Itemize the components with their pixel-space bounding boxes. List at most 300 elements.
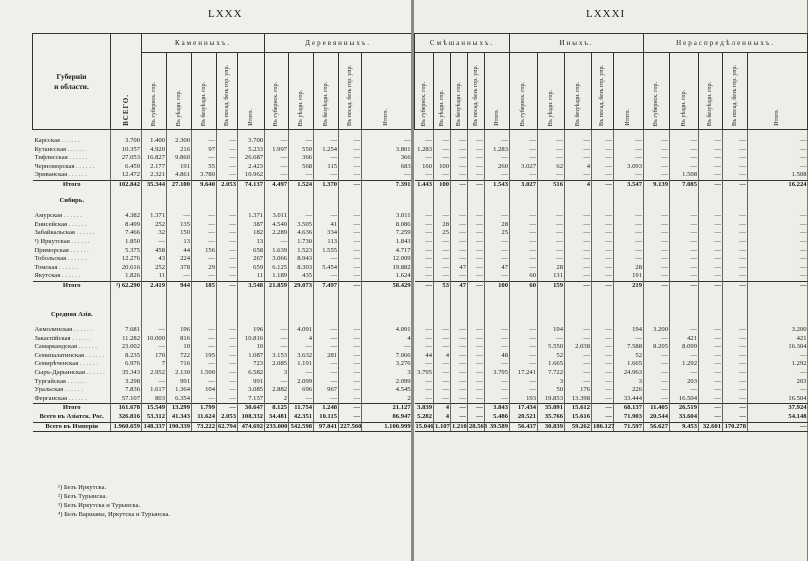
- row-label: Тобольская . . .: [33, 255, 111, 264]
- table-cell: —: [485, 272, 510, 281]
- table-cell: 59.262: [565, 422, 592, 432]
- table-cell: 2.053: [217, 413, 238, 422]
- table-cell: —: [217, 335, 238, 344]
- table-row: [415, 281, 808, 290]
- table-cell: —: [314, 360, 339, 369]
- table-cell: —: [510, 326, 538, 335]
- table-cell: —: [217, 229, 238, 238]
- table-cell: —: [699, 369, 723, 378]
- table-row: [415, 404, 808, 413]
- table-cell: —: [699, 163, 723, 172]
- table-cell: —: [217, 360, 238, 369]
- table-cell: 156: [192, 247, 217, 256]
- table-cell: —: [723, 264, 748, 273]
- table-row: [33, 360, 412, 369]
- table-cell: —: [699, 343, 723, 352]
- table-cell: —: [748, 163, 808, 172]
- table-cell: —: [699, 154, 723, 163]
- table-cell: 13: [167, 238, 192, 247]
- table-cell: 16.827: [142, 154, 167, 163]
- table-cell: 3.547: [614, 180, 644, 189]
- table-row: [33, 311, 412, 320]
- table-cell: —: [451, 404, 468, 413]
- table-cell: 25: [434, 229, 451, 238]
- table-cell: —: [451, 137, 468, 146]
- table-cell: 13.299: [167, 404, 192, 413]
- statistics-table-right: [414, 33, 808, 432]
- column-header: Въ посад. безъ гор. упр.: [339, 53, 362, 130]
- table-cell: —: [510, 238, 538, 247]
- table-cell: —: [565, 326, 592, 335]
- table-cell: 4: [565, 180, 592, 189]
- table-cell: —: [192, 255, 217, 264]
- table-cell: 5.233: [238, 146, 265, 155]
- table-cell: —: [644, 395, 670, 404]
- table-cell: —: [289, 137, 314, 146]
- table-cell: 3.839: [415, 404, 434, 413]
- table-cell: 9.640: [192, 180, 217, 189]
- table-cell: —: [425, 171, 432, 179]
- table-cell: 8.205: [644, 343, 670, 352]
- row-label: Всего въ Азіатск. Рос.: [39, 413, 104, 421]
- table-cell: 1.292: [670, 360, 699, 369]
- table-cell: —: [451, 343, 468, 352]
- table-cell: —: [434, 378, 451, 387]
- table-cell: —: [644, 272, 670, 281]
- table-row: [415, 255, 808, 264]
- table-cell: —: [217, 352, 238, 361]
- table-cell: 1.850: [111, 238, 142, 247]
- table-cell: —: [314, 212, 339, 221]
- table-cell: —: [167, 272, 192, 281]
- table-cell: —: [339, 264, 362, 273]
- table-cell: 1.400: [142, 137, 167, 146]
- table-cell: 28: [538, 264, 565, 273]
- table-cell: 24.963: [614, 369, 644, 378]
- table-cell: —: [510, 343, 538, 352]
- table-cell: —: [485, 255, 510, 264]
- column-header: Въ уѣздн. гор.: [538, 53, 565, 130]
- table-cell: 47: [485, 264, 510, 273]
- row-label: Тифлисская . . .: [33, 154, 111, 163]
- table-cell: 334: [314, 229, 339, 238]
- table-cell: 196: [238, 326, 265, 335]
- table-cell: —: [339, 343, 362, 352]
- table-cell: —: [748, 221, 808, 230]
- table-cell: 550: [289, 146, 314, 155]
- table-cell: —: [217, 163, 238, 172]
- table-cell: 12.009: [362, 255, 412, 264]
- other-group-header: Иныхъ.: [510, 34, 644, 53]
- table-row: [33, 413, 412, 422]
- table-cell: —: [142, 238, 167, 247]
- table-cell: 1.665: [538, 360, 565, 369]
- table-cell: —: [339, 137, 362, 146]
- table-cell: 3.795: [417, 369, 432, 377]
- table-cell: —: [468, 272, 485, 281]
- table-cell: 28: [614, 264, 644, 273]
- table-cell: 3.200: [644, 326, 670, 335]
- table-cell: 6.976: [111, 360, 142, 369]
- table-cell: 7.722: [538, 369, 565, 378]
- row-label: Тургайская . . .: [33, 378, 111, 387]
- table-cell: 161.678: [111, 404, 142, 413]
- table-cell: 170.278: [723, 422, 748, 432]
- table-cell: —: [217, 221, 238, 230]
- total-header: ВСЕГО.: [111, 34, 142, 130]
- table-cell: —: [314, 272, 339, 281]
- table-row: [415, 291, 808, 311]
- table-cell: —: [670, 352, 699, 361]
- table-cell: —: [485, 137, 510, 146]
- column-header: Въ безуѣздн. гор.: [699, 53, 723, 130]
- table-cell: 1.371: [238, 212, 265, 221]
- table-cell: 1.508: [748, 171, 808, 180]
- table-cell: —: [723, 413, 748, 422]
- section-title: Сибирь.: [59, 196, 84, 204]
- table-cell: 97.841: [314, 422, 339, 432]
- table-row: [33, 154, 412, 163]
- table-cell: 29: [192, 264, 217, 273]
- table-cell: 3.085: [238, 386, 265, 395]
- table-cell: —: [265, 154, 289, 163]
- table-cell: —: [592, 229, 614, 238]
- table-cell: —: [699, 180, 723, 189]
- table-cell: —: [510, 229, 538, 238]
- table-cell: 16.504: [748, 395, 808, 404]
- table-cell: —: [592, 386, 614, 395]
- table-cell: —: [510, 212, 538, 221]
- table-cell: —: [142, 326, 167, 335]
- column-header: Въ губернск. гор.: [510, 53, 538, 130]
- table-cell: —: [468, 378, 485, 387]
- table-cell: —: [434, 369, 451, 378]
- table-cell: —: [217, 326, 238, 335]
- table-cell: —: [339, 404, 362, 413]
- table-cell: 281: [314, 352, 339, 361]
- table-cell: 219: [614, 281, 644, 290]
- table-cell: —: [723, 272, 748, 281]
- table-row: [415, 422, 808, 432]
- table-cell: 723: [238, 360, 265, 369]
- table-cell: 97: [192, 146, 217, 155]
- table-cell: 68.137: [614, 404, 644, 413]
- table-cell: 9.139: [644, 180, 670, 189]
- table-cell: —: [644, 238, 670, 247]
- row-label: Томская . . .: [33, 264, 111, 273]
- column-header: Итого.: [238, 53, 265, 130]
- table-cell: 10.357: [111, 146, 142, 155]
- table-cell: —: [748, 422, 808, 432]
- table-cell: 387: [238, 221, 265, 230]
- table-cell: —: [485, 378, 510, 387]
- table-cell: —: [468, 247, 485, 256]
- table-row: [415, 326, 808, 335]
- table-cell: —: [217, 212, 238, 221]
- table-cell: —: [699, 386, 723, 395]
- table-cell: 1.617: [142, 386, 167, 395]
- table-cell: —: [565, 264, 592, 273]
- table-row: [415, 197, 808, 206]
- table-cell: 11.405: [644, 404, 670, 413]
- table-cell: —: [265, 335, 289, 344]
- table-cell: —: [723, 378, 748, 387]
- table-cell: 4.920: [142, 146, 167, 155]
- table-cell: —: [699, 146, 723, 155]
- table-cell: —: [592, 326, 614, 335]
- table-cell: —: [434, 255, 451, 264]
- table-cell: —: [748, 369, 808, 378]
- table-cell: —: [723, 238, 748, 247]
- table-cell: 5.282: [417, 413, 432, 421]
- table-cell: —: [614, 171, 644, 180]
- column-header: Въ губернск. гор.: [142, 53, 167, 130]
- table-cell: 23.002: [111, 343, 142, 352]
- column-header: Итого.: [362, 53, 412, 130]
- table-cell: —: [485, 212, 510, 221]
- table-cell: 1.191: [289, 360, 314, 369]
- table-cell: 516: [538, 180, 565, 189]
- table-cell: 9.453: [670, 422, 699, 432]
- table-cell: —: [699, 221, 723, 230]
- table-cell: 58.429: [362, 281, 412, 290]
- table-cell: —: [217, 247, 238, 256]
- table-cell: —: [339, 212, 362, 221]
- table-row: [415, 171, 808, 180]
- table-cell: 1.210: [451, 422, 468, 432]
- table-cell: —: [468, 352, 485, 361]
- table-row: [415, 264, 808, 273]
- table-cell: 816: [167, 335, 192, 344]
- table-cell: 15.549: [142, 404, 167, 413]
- table-cell: —: [192, 221, 217, 230]
- table-cell: 10: [238, 343, 265, 352]
- table-cell: 4.636: [289, 229, 314, 238]
- row-label: Итого: [33, 180, 111, 189]
- table-cell: —: [434, 335, 451, 344]
- table-row: [415, 335, 808, 344]
- table-cell: —: [723, 386, 748, 395]
- table-cell: 252: [142, 264, 167, 273]
- table-cell: —: [265, 378, 289, 387]
- table-cell: —: [339, 369, 362, 378]
- table-cell: —: [192, 272, 217, 281]
- table-cell: —: [192, 137, 217, 146]
- table-row: [415, 154, 808, 163]
- table-cell: —: [451, 180, 468, 189]
- table-cell: 7.681: [111, 326, 142, 335]
- table-cell: —: [538, 146, 565, 155]
- table-cell: 1.189: [265, 272, 289, 281]
- table-cell: —: [699, 352, 723, 361]
- table-cell: 10.115: [314, 413, 339, 422]
- footnotes: [58, 483, 398, 519]
- table-cell: 227.560: [339, 422, 362, 432]
- table-cell: —: [425, 343, 432, 351]
- table-cell: 216: [167, 146, 192, 155]
- table-cell: —: [748, 137, 808, 146]
- table-cell: 1.730: [289, 238, 314, 247]
- table-cell: —: [485, 343, 510, 352]
- table-cell: —: [699, 335, 723, 344]
- table-cell: 1.508: [670, 171, 699, 180]
- table-cell: —: [289, 369, 314, 378]
- table-cell: —: [339, 221, 362, 230]
- table-cell: —: [451, 272, 468, 281]
- table-cell: 41: [314, 221, 339, 230]
- table-cell: 52: [614, 352, 644, 361]
- table-cell: 1.500: [192, 369, 217, 378]
- table-cell: —: [510, 137, 538, 146]
- table-cell: —: [748, 212, 808, 221]
- table-cell: —: [314, 335, 339, 344]
- row-label: Забайкальская . . .: [33, 229, 111, 238]
- table-cell: —: [699, 247, 723, 256]
- table-cell: 27.053: [111, 154, 142, 163]
- table-cell: —: [468, 404, 485, 413]
- table-cell: 10.816: [238, 335, 265, 344]
- table-cell: 8.086: [362, 221, 412, 230]
- table-cell: —: [451, 326, 468, 335]
- table-cell: 4: [434, 413, 451, 422]
- table-cell: 7.588: [614, 343, 644, 352]
- table-cell: —: [339, 154, 362, 163]
- table-cell: —: [510, 360, 538, 369]
- footnote: ²) Безъ Турынска.: [58, 493, 108, 500]
- table-row: [33, 171, 412, 180]
- table-cell: —: [314, 343, 339, 352]
- table-row: [33, 212, 412, 221]
- table-cell: —: [425, 237, 432, 245]
- table-cell: —: [485, 335, 510, 344]
- table-cell: 1.283: [485, 146, 510, 155]
- table-cell: —: [644, 163, 670, 172]
- table-cell: —: [468, 146, 485, 155]
- table-cell: —: [425, 137, 432, 144]
- table-cell: 683: [362, 163, 412, 172]
- table-cell: —: [614, 137, 644, 146]
- table-cell: —: [699, 212, 723, 221]
- table-cell: —: [217, 154, 238, 163]
- table-cell: —: [468, 386, 485, 395]
- table-cell: 182: [238, 229, 265, 238]
- table-cell: —: [565, 360, 592, 369]
- table-cell: —: [592, 413, 614, 422]
- table-cell: 20.521: [510, 413, 538, 422]
- table-cell: —: [538, 171, 565, 180]
- table-cell: —: [434, 146, 451, 155]
- table-cell: 108.332: [238, 413, 265, 422]
- table-cell: —: [644, 171, 670, 180]
- table-cell: —: [485, 386, 510, 395]
- table-cell: 1.826: [111, 272, 142, 281]
- table-row: [33, 197, 412, 206]
- table-cell: 3.093: [614, 163, 644, 172]
- table-cell: —: [592, 395, 614, 404]
- table-cell: 4: [362, 335, 412, 344]
- table-cell: 73.222: [192, 422, 217, 432]
- table-cell: —: [723, 281, 748, 290]
- table-row: [33, 422, 412, 432]
- table-cell: —: [723, 146, 748, 155]
- table-cell: —: [468, 154, 485, 163]
- stone-group-header: Каменныхъ.: [142, 34, 265, 53]
- table-cell: 7.497: [314, 281, 339, 290]
- table-cell: 3: [614, 378, 644, 387]
- table-cell: 56.627: [644, 422, 670, 432]
- table-cell: 8.499: [111, 221, 142, 230]
- table-row: [33, 190, 412, 197]
- column-header: Въ безуѣздн. гор.: [565, 53, 592, 130]
- table-cell: —: [425, 326, 432, 334]
- column-header: Въ губернск. гор.: [415, 53, 434, 130]
- table-row: [33, 335, 412, 344]
- table-cell: —: [748, 247, 808, 256]
- table-cell: —: [425, 272, 432, 280]
- table-cell: —: [538, 247, 565, 256]
- table-cell: 35.766: [538, 413, 565, 422]
- table-cell: —: [670, 281, 699, 290]
- table-cell: —: [670, 229, 699, 238]
- table-cell: 71.903: [614, 413, 644, 422]
- table-cell: —: [217, 264, 238, 273]
- table-cell: 42.351: [289, 413, 314, 422]
- table-cell: 722: [167, 352, 192, 361]
- table-cell: 26.687: [238, 154, 265, 163]
- table-cell: 37.924: [748, 404, 808, 413]
- table-cell: —: [451, 395, 468, 404]
- table-cell: 16.504: [670, 395, 699, 404]
- table-cell: —: [592, 360, 614, 369]
- table-cell: —: [699, 281, 723, 290]
- column-header: Въ посад. безъ гор. упр.: [217, 53, 238, 130]
- table-cell: —: [339, 171, 362, 180]
- table-cell: —: [425, 212, 432, 220]
- table-row: [415, 205, 808, 212]
- table-cell: —: [565, 255, 592, 264]
- table-cell: —: [670, 272, 699, 281]
- table-row: [415, 369, 808, 378]
- table-cell: —: [425, 220, 432, 228]
- table-row: [33, 137, 412, 146]
- table-cell: —: [314, 326, 339, 335]
- table-cell: 12.276: [111, 255, 142, 264]
- table-cell: 267: [238, 255, 265, 264]
- table-cell: —: [699, 404, 723, 413]
- table-cell: —: [485, 154, 510, 163]
- table-cell: —: [565, 221, 592, 230]
- table-cell: 35.091: [538, 404, 565, 413]
- table-cell: —: [644, 360, 670, 369]
- table-cell: —: [565, 229, 592, 238]
- table-cell: —: [434, 386, 451, 395]
- table-cell: —: [592, 369, 614, 378]
- table-cell: —: [265, 163, 289, 172]
- table-cell: 3.700: [238, 137, 265, 146]
- table-cell: 3.027: [510, 163, 538, 172]
- column-header: Въ безуѣздн. гор.: [451, 53, 468, 130]
- table-cell: —: [670, 326, 699, 335]
- table-cell: —: [592, 255, 614, 264]
- table-cell: —: [748, 238, 808, 247]
- table-cell: —: [451, 171, 468, 180]
- table-cell: —: [592, 146, 614, 155]
- table-cell: 8.303: [289, 264, 314, 273]
- table-cell: —: [289, 395, 314, 404]
- table-row: [415, 180, 808, 189]
- table-cell: —: [510, 264, 538, 273]
- table-cell: 186.127: [592, 422, 614, 432]
